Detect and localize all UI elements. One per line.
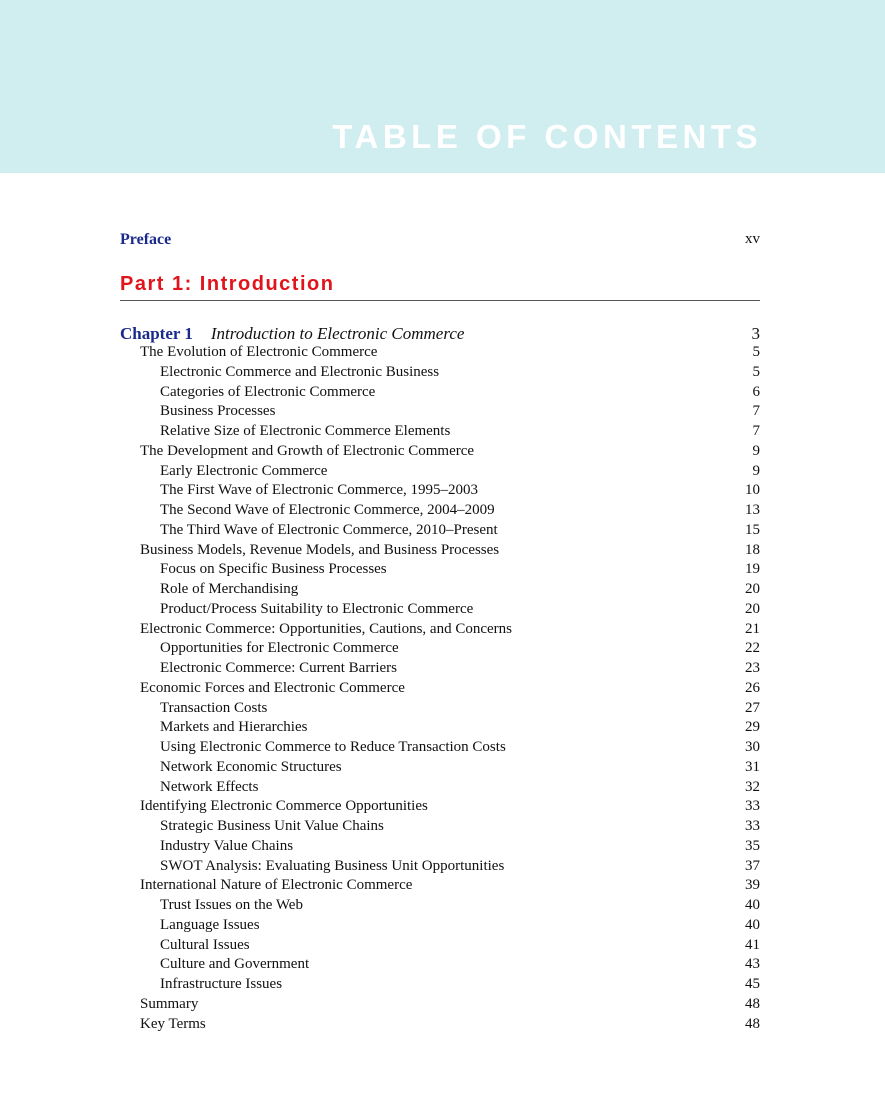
- toc-entry[interactable]: [120, 560, 760, 580]
- toc-entry-chapter[interactable]: [120, 324, 760, 344]
- toc-entry-title: Summary: [140, 995, 199, 1012]
- toc-entry-page: 9: [752, 442, 760, 459]
- toc-entry-page: 5: [752, 344, 760, 360]
- toc-entry-title: The First Wave of Electronic Commerce, 1995–2003: [160, 482, 479, 499]
- toc-entry[interactable]: [120, 1015, 760, 1035]
- toc-entry-title: Early Electronic Commerce: [160, 462, 328, 479]
- toc-entry[interactable]: [120, 876, 760, 896]
- toc-entry[interactable]: [120, 699, 760, 719]
- toc-entry[interactable]: [120, 343, 760, 363]
- toc-entry-page: 39: [745, 877, 760, 894]
- toc-entry-title: Electronic Commerce: Opportunities, Cautions, and Concerns: [140, 620, 512, 637]
- toc-entry[interactable]: [120, 383, 760, 403]
- toc-entry-page: 27: [745, 699, 760, 716]
- chapter-page: 3: [751, 324, 760, 343]
- toc-entry[interactable]: [120, 797, 760, 817]
- toc-entry-title: Cultural Issues: [160, 936, 250, 953]
- chapter-label: Chapter 1: [120, 324, 193, 343]
- toc-entry-title: Business Models, Revenue Models, and Business Processes: [140, 541, 500, 558]
- toc-entry-title: Opportunities for Electronic Commerce: [160, 640, 399, 657]
- toc-entry-page: 18: [745, 541, 760, 558]
- toc-entry-page: 48: [745, 1015, 760, 1032]
- toc-entry-page: 23: [745, 660, 760, 676]
- toc-entry-title: Role of Merchandising: [160, 581, 299, 597]
- toc-entry-page: 48: [745, 995, 760, 1012]
- preface-label: Preface: [120, 231, 172, 248]
- toc-entry-title: Electronic Commerce: Current Barriers: [160, 660, 397, 676]
- toc-entry-page: 7: [752, 403, 760, 420]
- toc-entry-preface[interactable]: [120, 231, 760, 249]
- toc-entry-page: 45: [745, 976, 760, 992]
- toc-entries: [120, 343, 760, 1034]
- toc-entry-page: 5: [752, 363, 760, 380]
- toc-entry[interactable]: [120, 600, 760, 620]
- toc-entry[interactable]: [120, 916, 760, 936]
- toc-entry[interactable]: [120, 738, 760, 758]
- toc-entry-page: 33: [745, 798, 760, 815]
- toc-entry[interactable]: [120, 955, 760, 975]
- toc-entry-page: 30: [745, 739, 760, 755]
- toc-entry-title: SWOT Analysis: Evaluating Business Unit Opportunities: [160, 857, 505, 874]
- toc-entry[interactable]: [120, 837, 760, 857]
- toc-entry-page: 43: [745, 956, 760, 973]
- chapter-title: Introduction to Electronic Commerce: [210, 324, 465, 343]
- toc-entry[interactable]: [120, 758, 760, 778]
- toc-entry-title: Trust Issues on the Web: [160, 897, 303, 913]
- toc-entry-page: 22: [745, 640, 760, 657]
- toc-entry-title: Strategic Business Unit Value Chains: [160, 818, 384, 834]
- toc-entry-page: 32: [745, 778, 760, 795]
- toc-entry-title: Focus on Specific Business Processes: [160, 561, 387, 578]
- toc-entry-page: 40: [745, 916, 760, 933]
- preface-page: xv: [745, 231, 760, 247]
- toc-entry-title: Economic Forces and Electronic Commerce: [140, 679, 405, 696]
- toc-entry-page: 31: [745, 758, 760, 775]
- toc-entry[interactable]: [120, 462, 760, 482]
- toc-entry-title: Transaction Costs: [160, 699, 268, 716]
- toc-entry[interactable]: [120, 896, 760, 916]
- toc-entry-title: Infrastructure Issues: [160, 976, 283, 992]
- toc-entry-page: 40: [745, 897, 760, 913]
- part-heading: Part 1: Introduction: [120, 273, 760, 301]
- toc-entry-title: Industry Value Chains: [160, 837, 294, 854]
- toc-entry[interactable]: [120, 442, 760, 462]
- toc-entry[interactable]: [120, 857, 760, 877]
- toc-entry-title: Key Terms: [140, 1015, 206, 1032]
- toc-entry-page: 26: [745, 679, 760, 696]
- toc-entry-title: Language Issues: [160, 916, 260, 933]
- toc-entry-page: 9: [752, 462, 760, 479]
- toc-entry-page: 35: [745, 837, 760, 854]
- toc-entry[interactable]: [120, 778, 760, 798]
- toc-entry-title: The Development and Growth of Electronic Commerce: [140, 442, 475, 459]
- toc-entry-page: 13: [745, 502, 760, 518]
- header-banner: [0, 0, 885, 173]
- toc-entry[interactable]: [120, 541, 760, 561]
- toc-entry[interactable]: [120, 817, 760, 837]
- toc-entry-title: Network Economic Structures: [160, 758, 342, 775]
- toc-entry-title: The Third Wave of Electronic Commerce, 2010–Present: [160, 521, 498, 538]
- toc-entry-title: The Evolution of Electronic Commerce: [140, 344, 378, 360]
- toc-entry-title: Identifying Electronic Commerce Opportunities: [140, 798, 428, 815]
- toc-entry-page: 37: [745, 857, 760, 874]
- toc-entry[interactable]: [120, 679, 760, 699]
- toc-entry-page: 6: [752, 383, 760, 400]
- toc-entry[interactable]: [120, 995, 760, 1015]
- toc-entry-page: 10: [745, 482, 760, 499]
- toc-entry[interactable]: [120, 481, 760, 501]
- toc-entry[interactable]: [120, 620, 760, 640]
- toc-entry[interactable]: [120, 639, 760, 659]
- toc-entry-page: 20: [745, 581, 760, 597]
- toc-entry-title: Network Effects: [160, 778, 259, 795]
- page-title: TABLE OF CONTENTS: [332, 118, 762, 155]
- toc-entry-title: Electronic Commerce and Electronic Business: [160, 363, 440, 380]
- toc-entry[interactable]: [120, 936, 760, 956]
- toc-entry[interactable]: [120, 422, 760, 442]
- toc-entry-page: 15: [745, 521, 760, 538]
- toc-entry-title: Business Processes: [160, 403, 276, 420]
- toc-entry-page: 29: [745, 719, 760, 736]
- toc-entry-page: 33: [745, 818, 760, 834]
- toc-entry-page: 21: [745, 620, 760, 637]
- toc-entry-title: The Second Wave of Electronic Commerce, 2004–2009: [160, 502, 495, 518]
- toc-entry-page: 20: [745, 600, 760, 617]
- toc-entry[interactable]: [120, 501, 760, 521]
- toc-entry-title: International Nature of Electronic Commerce: [140, 877, 413, 894]
- toc-entry-title: Culture and Government: [160, 956, 310, 973]
- toc-entry[interactable]: [120, 363, 760, 383]
- toc-entry-page: 41: [745, 936, 760, 953]
- toc-entry-title: Using Electronic Commerce to Reduce Transaction Costs: [160, 739, 506, 755]
- toc-entry[interactable]: [120, 718, 760, 738]
- toc-entry-title: Product/Process Suitability to Electronic Commerce: [160, 600, 474, 617]
- toc-entry[interactable]: [120, 580, 760, 600]
- toc-entry[interactable]: [120, 521, 760, 541]
- toc-entry-title: Relative Size of Electronic Commerce Elements: [160, 423, 451, 439]
- toc-entry-page: 19: [745, 561, 760, 578]
- toc-entry[interactable]: [120, 402, 760, 422]
- toc-entry[interactable]: [120, 975, 760, 995]
- toc-entry-page: 7: [752, 423, 760, 439]
- toc-entry-title: Markets and Hierarchies: [160, 719, 308, 736]
- toc-entry[interactable]: [120, 659, 760, 679]
- toc-entry-title: Categories of Electronic Commerce: [160, 383, 376, 400]
